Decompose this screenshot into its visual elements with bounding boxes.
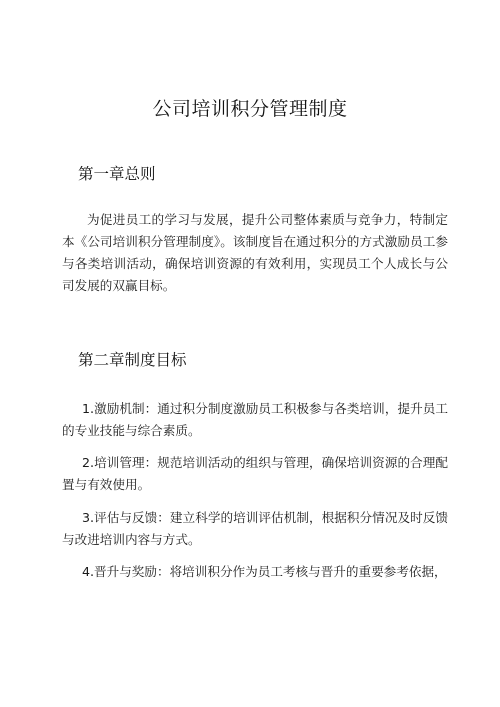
- document-title: 公司培训积分管理制度: [152, 98, 348, 120]
- list-item: [62, 561, 448, 583]
- list-item-number: 3: [82, 510, 91, 525]
- list-item-text: .培训管理：规范培训活动的组织与管理，确保培训资源的合理配置与有效使用。: [62, 455, 448, 492]
- list-item-number: 1: [82, 401, 91, 416]
- section-heading-objectives: 第二章制度目标: [78, 351, 187, 369]
- list-item-number: 4: [82, 564, 91, 579]
- section-heading-general: 第一章总则: [78, 165, 156, 183]
- list-item-number: 2: [82, 455, 91, 470]
- list-item-text: .晋升与奖励：将培训积分作为员工考核与晋升的重要参考依据，: [90, 564, 447, 579]
- general-paragraph: 为促进员工的学习与发展，提升公司整体素质与竞争力，特制定本《公司培训积分管理制度》。该制度旨在通过积分的方式激励员工参与各类培训活动，确保培训资源的有效利用，实现员工个人成长与公司发展的双赢目标。: [62, 212, 448, 293]
- list-item-text: .激励机制：通过积分制度激励员工积极参与各类培训，提升员工的专业技能与综合素质。: [62, 401, 448, 438]
- list-item: [62, 507, 448, 551]
- list-item: [62, 452, 448, 496]
- list-item-text: .评估与反馈：建立科学的培训评估机制，根据积分情况及时反馈与改进培训内容与方式。: [62, 510, 448, 547]
- list-item: [62, 398, 448, 442]
